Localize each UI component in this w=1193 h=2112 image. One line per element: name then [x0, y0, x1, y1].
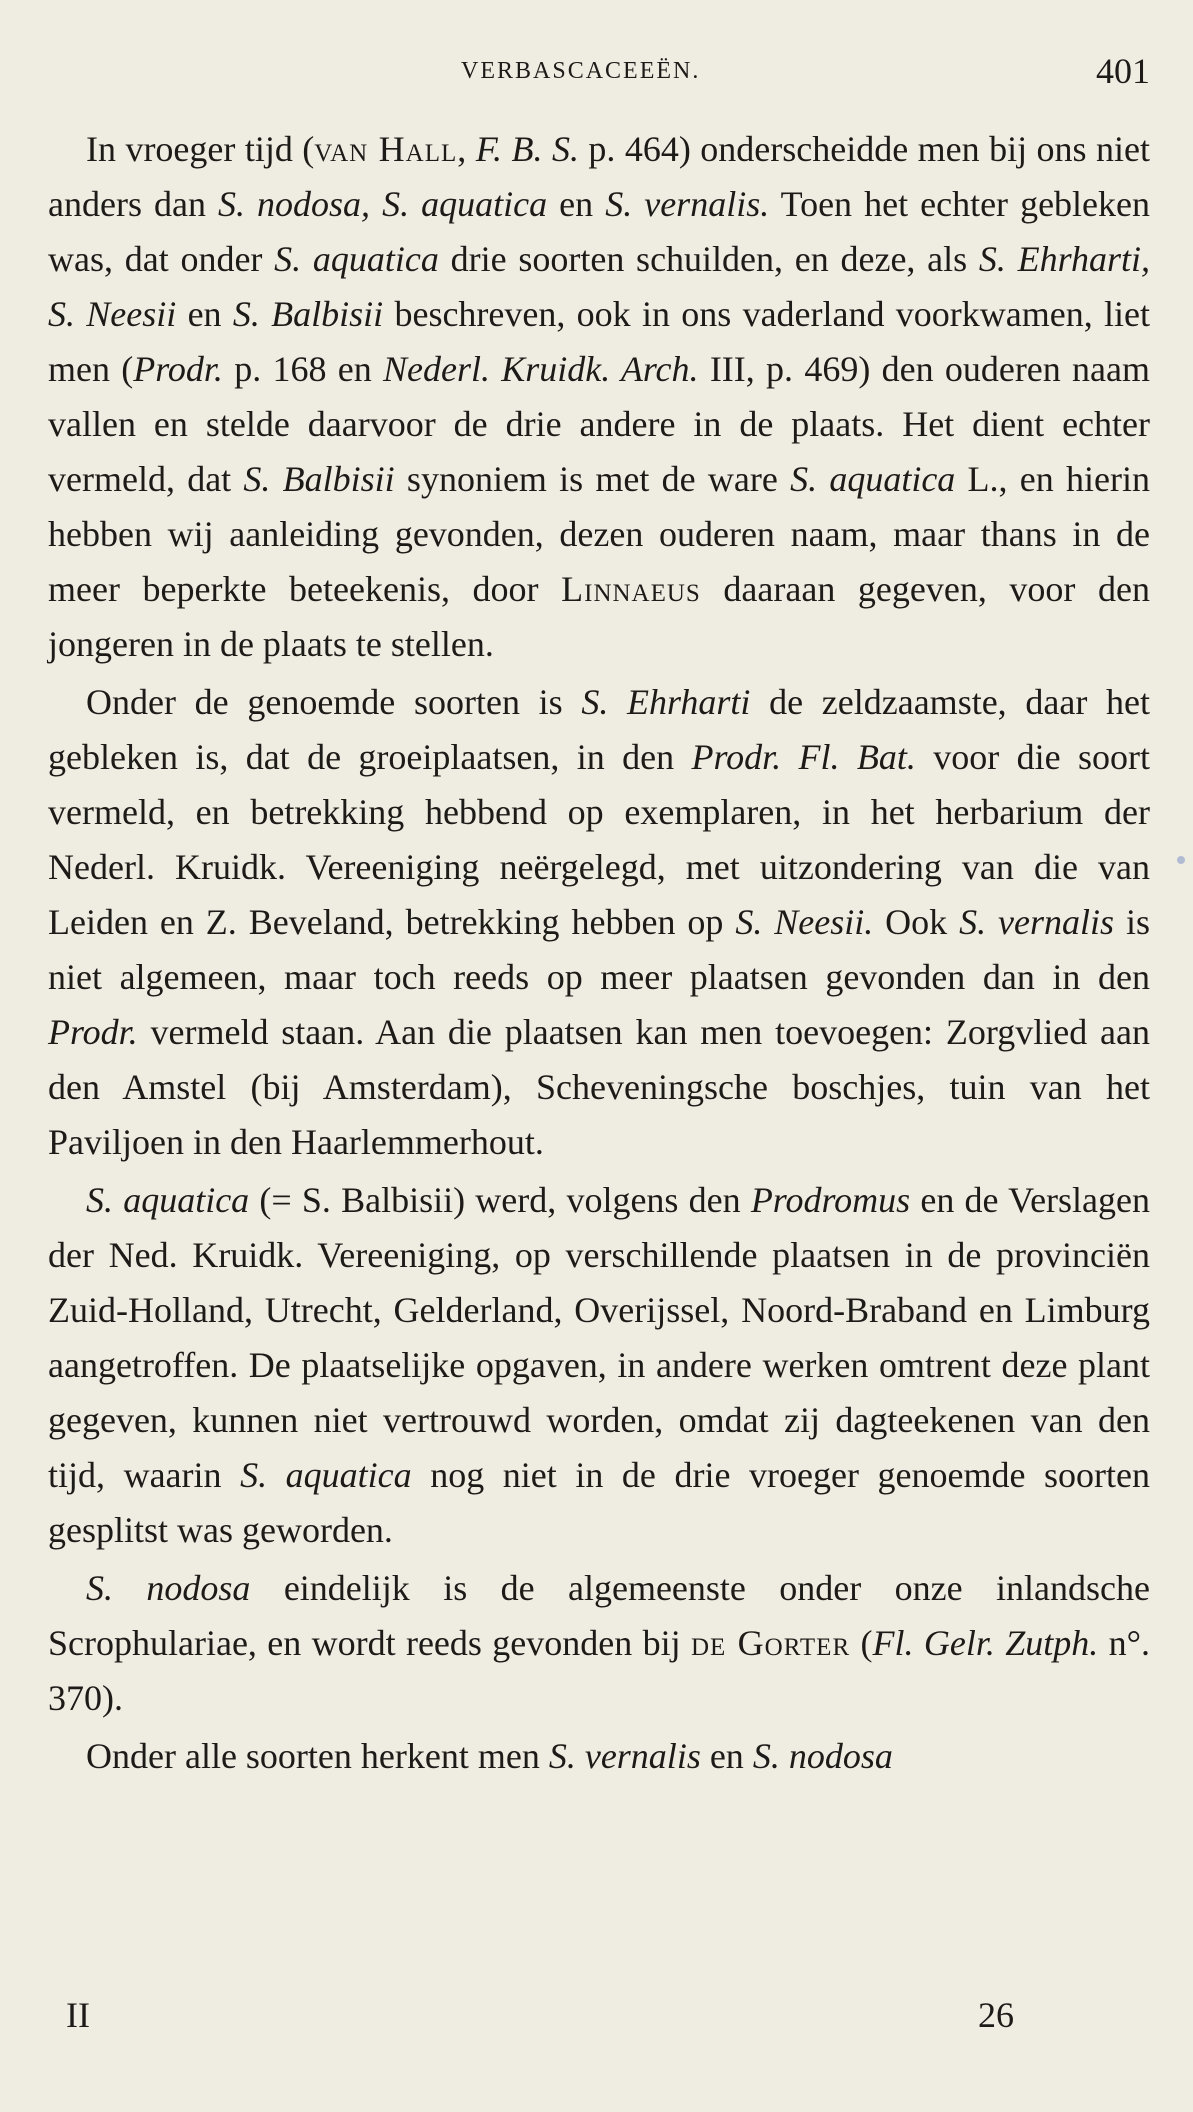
page-footer	[48, 1986, 1150, 2056]
italic-text: Prodr.	[48, 1012, 138, 1052]
italic-text: F. B. S.	[475, 129, 579, 169]
paragraph-1	[48, 122, 1150, 672]
text-segment: L., en hierin hebben wij aanleiding gevonden, dezen ouderen naam, maar thans in de meer beperkte beteekenis, door	[48, 459, 1150, 609]
text-segment: p. 464) onderscheidde men bij ons niet anders dan	[48, 129, 1150, 224]
italic-text: S. Ehrharti, S. Neesii	[48, 239, 1150, 334]
text-segment: daaraan gegeven, voor den jongeren in de plaats te stellen.	[48, 569, 1150, 664]
gathering-number: 26	[978, 1995, 1014, 2035]
italic-text: S. aquatica	[86, 1180, 250, 1220]
text-segment: nog niet in de drie vroeger genoemde soorten gesplitst was geworden.	[48, 1455, 1151, 1550]
paragraph-3	[48, 1173, 1150, 1558]
page-number: 401	[1096, 51, 1150, 91]
small-caps-name: Linnaeus	[561, 569, 701, 609]
page-header	[48, 46, 1150, 102]
text-segment: en	[700, 1736, 753, 1776]
text-segment: Ook	[873, 902, 960, 942]
text-segment: de zeldzaamste, daar het gebleken is, dat de groeiplaatsen, in den	[48, 682, 1150, 777]
text-segment: ,	[457, 129, 476, 169]
italic-text: S. nodosa, S. aquatica	[218, 184, 548, 224]
italic-text: S. vernalis	[959, 902, 1115, 942]
italic-text: Nederl. Kruidk. Arch.	[383, 349, 699, 389]
text-segment: en	[547, 184, 606, 224]
text-segment: en de Verslagen der Ned. Kruidk. Vereeniging, op verschillende plaatsen in de provinciën Zuid-Holland, Utrecht, Gelderland, Overijssel, Noord-Braband en Limburg aangetroffen. De plaatselijke opgaven, in andere werken omtrent deze plant gegeven, kunnen niet vertrouwd worden, omdat zij dagteekenen van den tijd, waarin	[48, 1180, 1151, 1495]
italic-text: S. nodosa	[752, 1736, 893, 1776]
text-segment: (= S. Balbisii) werd, volgens den	[249, 1180, 751, 1220]
text-segment: Toen het echter gebleken was, dat onder	[48, 184, 1151, 279]
ink-speck	[1177, 856, 1185, 864]
paragraph-2	[48, 675, 1150, 1170]
text-segment: III, p. 469) den ouderen naam vallen en stelde daarvoor de drie andere in de plaats. Het dient echter vermeld, dat	[48, 349, 1151, 499]
text-segment: p. 168 en	[222, 349, 384, 389]
body-text	[48, 122, 1150, 1972]
text-segment: eindelijk is de algemeenste onder onze inlandsche Scrophulariae, en wordt reeds gevonden bij	[48, 1568, 1150, 1663]
paragraph-4	[48, 1561, 1150, 1726]
italic-text: S. nodosa	[86, 1568, 251, 1608]
text-segment: en	[176, 294, 233, 334]
paragraph-5	[48, 1729, 1150, 1784]
text-segment: Onder alle soorten herkent men	[86, 1736, 549, 1776]
text-segment: vermeld staan. Aan die plaatsen kan men toevoegen: Zorgvlied aan den Amstel (bij Amsterdam), Scheveningsche boschjes, tuin van het Paviljoen in den Haarlemmerhout.	[48, 1012, 1150, 1162]
text-segment: voor die soort vermeld, en betrekking hebbend op exemplaren, in het herbarium der Nederl. Kruidk. Vereeniging neërgelegd, met uitzondering van die van Leiden en Z. Beveland, betrekking hebben op	[48, 737, 1151, 942]
italic-text: S. Balbisii	[243, 459, 395, 499]
italic-text: Prodr. Fl. Bat.	[691, 737, 916, 777]
text-segment: Onder de genoemde soorten is	[86, 682, 582, 722]
text-segment: n°. 370).	[48, 1623, 1150, 1718]
italic-text: S. Balbisii	[232, 294, 384, 334]
book-page	[48, 36, 1150, 2076]
italic-text: Fl. Gelr. Zutph.	[872, 1623, 1099, 1663]
italic-text: Prodromus	[750, 1180, 911, 1220]
text-segment: synoniem is met de ware	[394, 459, 791, 499]
text-segment: beschreven, ook in ons vaderland voorkwamen, liet men (	[48, 294, 1151, 389]
small-caps-name: van Hall	[314, 129, 458, 169]
signature-mark: II	[66, 1995, 90, 2035]
text-segment: drie soorten schuilden, en deze, als	[438, 239, 979, 279]
italic-text: S. vernalis	[548, 1736, 701, 1776]
text-segment: is niet algemeen, maar toch reeds op meer plaatsen gevonden dan in den	[48, 902, 1150, 997]
text-segment: (	[850, 1623, 873, 1663]
italic-text: S. aquatica	[240, 1455, 412, 1495]
italic-text: S. Ehrharti	[581, 682, 751, 722]
italic-text: S. aquatica	[790, 459, 956, 499]
running-head: VERBASCACEEËN.	[461, 58, 701, 84]
text-segment: In vroeger tijd (	[86, 129, 315, 169]
italic-text: S. aquatica	[274, 239, 439, 279]
italic-text: Prodr.	[133, 349, 223, 389]
italic-text: S. vernalis.	[605, 184, 770, 224]
italic-text: S. Neesii.	[735, 902, 874, 942]
small-caps-name: de Gorter	[690, 1623, 851, 1663]
